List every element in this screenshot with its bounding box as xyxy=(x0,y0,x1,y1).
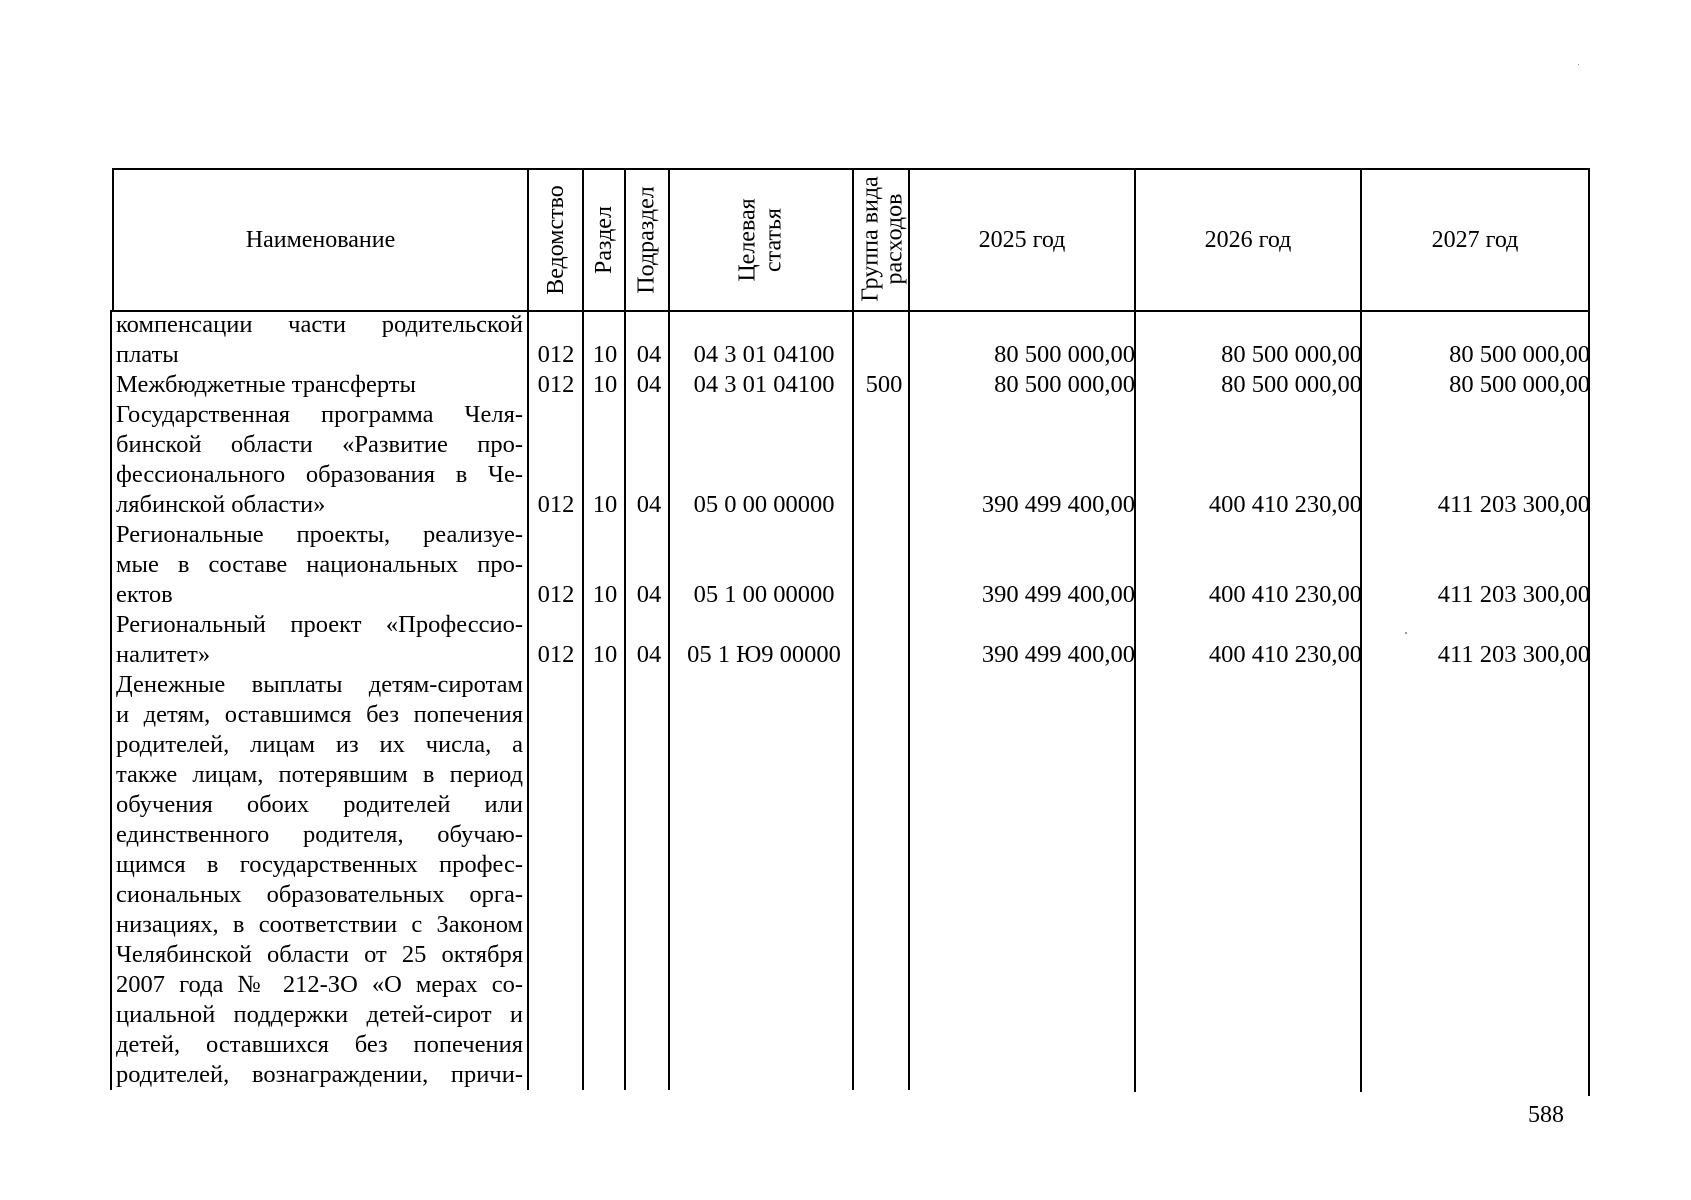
cell-vedomstvo: 012 xyxy=(537,641,575,668)
header-2026-label: 2026 год xyxy=(1204,227,1292,253)
row-name xyxy=(116,670,523,1090)
header-podrazdel-label: Подраздел xyxy=(634,186,661,294)
row-name-line: Межбюджетные трансферты xyxy=(116,371,416,398)
cell-razdel: 10 xyxy=(592,581,618,608)
row-name-line: Денежные выплаты детям-сиротам xyxy=(116,671,523,698)
cell-celevaya: 04 3 01 04100 xyxy=(693,371,835,398)
cell-2027: 411 203 300,00 xyxy=(1437,641,1590,668)
header-gruppa-line2: расходов xyxy=(882,193,908,285)
row-name-line: детей, оставшихся без попечения xyxy=(116,1031,523,1058)
row-name-line: компенсации части родительской xyxy=(116,311,523,338)
header-razdel xyxy=(584,170,624,310)
cell-2027: 411 203 300,00 xyxy=(1437,581,1590,608)
cell-2025: 390 499 400,00 xyxy=(981,581,1135,608)
header-2027 xyxy=(1362,170,1588,310)
cell-razdel: 10 xyxy=(592,341,618,368)
header-vedomstvo-label: Ведомство xyxy=(542,185,569,295)
cell-2027: 411 203 300,00 xyxy=(1437,491,1590,518)
cell-podrazdel: 04 xyxy=(636,581,662,608)
cell-2027: 80 500 000,00 xyxy=(1449,341,1590,368)
row-name-line: платы xyxy=(116,341,179,368)
cell-2026: 80 500 000,00 xyxy=(1221,371,1362,398)
cell-vedomstvo: 012 xyxy=(537,341,575,368)
row-name-line: налитет» xyxy=(116,641,211,668)
row-name xyxy=(116,370,523,400)
row-name-line: родителей, вознаграждении, причи- xyxy=(116,1061,523,1088)
header-vedomstvo xyxy=(529,170,582,310)
row-name-line: низациях, в соответствии с Законом xyxy=(116,911,523,938)
row-name-line: 2007 года № 212-ЗО «О мерах со- xyxy=(116,971,523,998)
row-name-line: Государственная программа Челя- xyxy=(116,401,523,428)
row-name-line: лябинской области» xyxy=(116,491,326,518)
cell-2025: 80 500 000,00 xyxy=(994,371,1135,398)
header-2025-label: 2025 год xyxy=(978,227,1066,253)
header-2025 xyxy=(910,170,1134,310)
header-razdel-label: Раздел xyxy=(591,206,618,274)
col-border-right xyxy=(1588,168,1590,1096)
cell-2026: 400 410 230,00 xyxy=(1208,581,1362,608)
header-celevaya-line1: Целевая xyxy=(734,198,761,282)
scan-speck xyxy=(1405,632,1407,634)
row-name-line: фессионального образования в Че- xyxy=(116,461,523,488)
page-number: 588 xyxy=(1528,1102,1564,1128)
header-name xyxy=(114,170,527,310)
cell-razdel: 10 xyxy=(592,491,618,518)
cell-celevaya: 04 3 01 04100 xyxy=(693,341,835,368)
header-celevaya-line2: статья xyxy=(760,208,787,272)
cell-razdel: 10 xyxy=(592,371,618,398)
cell-2026: 400 410 230,00 xyxy=(1208,641,1362,668)
row-name xyxy=(116,310,523,370)
row-name xyxy=(116,610,523,670)
cell-celevaya: 05 0 00 00000 xyxy=(693,491,835,518)
row-name-line: родителей, лицам из их числа, а xyxy=(116,731,523,758)
row-name-line: Челябинской области от 25 октября xyxy=(116,941,523,968)
header-2027-label: 2027 год xyxy=(1431,227,1519,253)
cell-vedomstvo: 012 xyxy=(537,581,575,608)
cell-podrazdel: 04 xyxy=(636,491,662,518)
cell-razdel: 10 xyxy=(592,641,618,668)
row-name-line: сиональных образовательных орга- xyxy=(116,881,523,908)
header-name-label: Наименование xyxy=(245,227,396,253)
cell-podrazdel: 04 xyxy=(636,371,662,398)
cell-celevaya: 05 1 00 00000 xyxy=(693,581,835,608)
cell-gruppa: 500 xyxy=(865,371,903,398)
row-name-line: единственного родителя, обучаю- xyxy=(116,821,523,848)
row-name xyxy=(116,400,523,520)
row-name-line: ектов xyxy=(116,581,173,608)
header-podrazdel xyxy=(626,170,668,310)
col-border-left-body xyxy=(110,310,112,1090)
row-name-line: Региональный проект «Профессио- xyxy=(116,611,523,638)
row-name-line: также лицам, потерявшим в период xyxy=(116,761,523,788)
cell-2025: 80 500 000,00 xyxy=(994,341,1135,368)
header-gruppa-label xyxy=(859,176,907,301)
header-celevaya-label xyxy=(735,198,787,281)
header-gruppa xyxy=(858,168,908,310)
cell-2026: 80 500 000,00 xyxy=(1221,341,1362,368)
header-celevaya xyxy=(670,170,852,310)
cell-2025: 390 499 400,00 xyxy=(981,641,1135,668)
cell-podrazdel: 04 xyxy=(636,341,662,368)
cell-vedomstvo: 012 xyxy=(537,371,575,398)
row-name-line: щимся в государственных профес- xyxy=(116,851,523,878)
header-gruppa-line1: Группа вида xyxy=(858,176,884,302)
row-name-line: мые в составе национальных про- xyxy=(116,551,523,578)
scan-speck xyxy=(1578,64,1579,65)
header-2026 xyxy=(1136,170,1360,310)
cell-celevaya: 05 1 Ю9 00000 xyxy=(687,641,841,668)
row-name-line: и детям, оставшимся без попечения xyxy=(116,701,523,728)
row-name-line: циальной поддержки детей-сирот и xyxy=(116,1001,523,1028)
row-name-line: обучения обоих родителей или xyxy=(116,791,523,818)
row-name-line: бинской области «Развитие про- xyxy=(116,431,523,458)
cell-2027: 80 500 000,00 xyxy=(1449,371,1590,398)
cell-2026: 400 410 230,00 xyxy=(1208,491,1362,518)
cell-vedomstvo: 012 xyxy=(537,491,575,518)
cell-podrazdel: 04 xyxy=(636,641,662,668)
cell-2025: 390 499 400,00 xyxy=(981,491,1135,518)
col-border-cel xyxy=(852,168,854,1090)
row-name xyxy=(116,520,523,610)
row-name-line: Региональные проекты, реализуе- xyxy=(116,521,523,548)
